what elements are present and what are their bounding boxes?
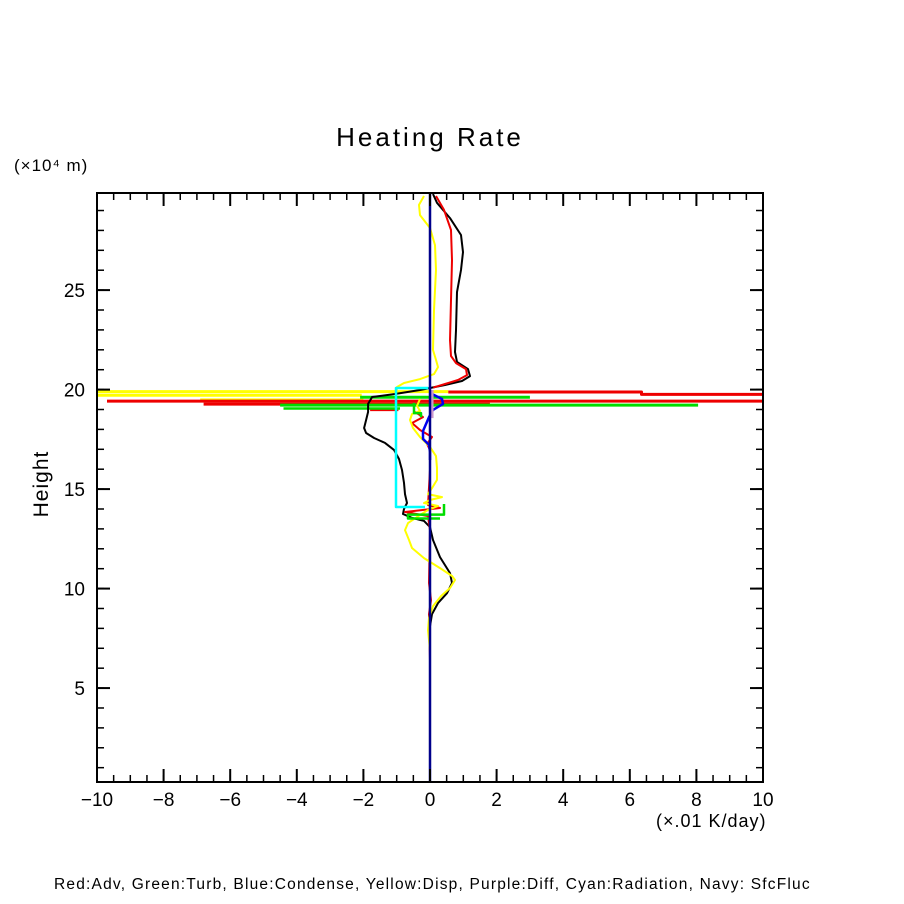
series-adv-profile-upper bbox=[433, 196, 467, 388]
x-tick-label: 8 bbox=[691, 790, 702, 811]
x-tick-label: 2 bbox=[491, 790, 502, 811]
x-tick-label: 4 bbox=[557, 790, 569, 811]
x-tick-label: −6 bbox=[219, 790, 242, 811]
y-tick-label: 20 bbox=[63, 380, 85, 402]
chart-title: Heating Rate bbox=[336, 122, 524, 152]
x-tick-label: 10 bbox=[752, 790, 774, 811]
y-axis-unit-label: (×10⁴ m) bbox=[14, 156, 89, 175]
series-adv-spike-right bbox=[448, 392, 763, 394]
x-tick-label: −8 bbox=[152, 790, 175, 811]
series-disp-profile-upper bbox=[397, 196, 438, 391]
series-adv-profile-lower bbox=[405, 412, 440, 660]
y-axis-label: Height bbox=[30, 450, 53, 518]
y-tick-label: 15 bbox=[63, 480, 85, 502]
x-axis-unit-label: (×.01 K/day) bbox=[656, 811, 767, 831]
x-tick-label: −4 bbox=[285, 790, 308, 811]
y-tick-label: 10 bbox=[63, 579, 85, 601]
x-tick-label: −2 bbox=[352, 790, 375, 811]
legend-text: Red:Adv, Green:Turb, Blue:Condense, Yellow:Disp, Purple:Diff, Cyan:Radiation, Navy: SfcFluc bbox=[54, 876, 811, 893]
y-tick-label: 25 bbox=[63, 281, 85, 303]
y-tick-label: 5 bbox=[74, 679, 85, 701]
x-tick-label: −10 bbox=[80, 790, 114, 811]
x-tick-label: 6 bbox=[624, 790, 636, 811]
x-tick-label: 0 bbox=[424, 790, 436, 811]
